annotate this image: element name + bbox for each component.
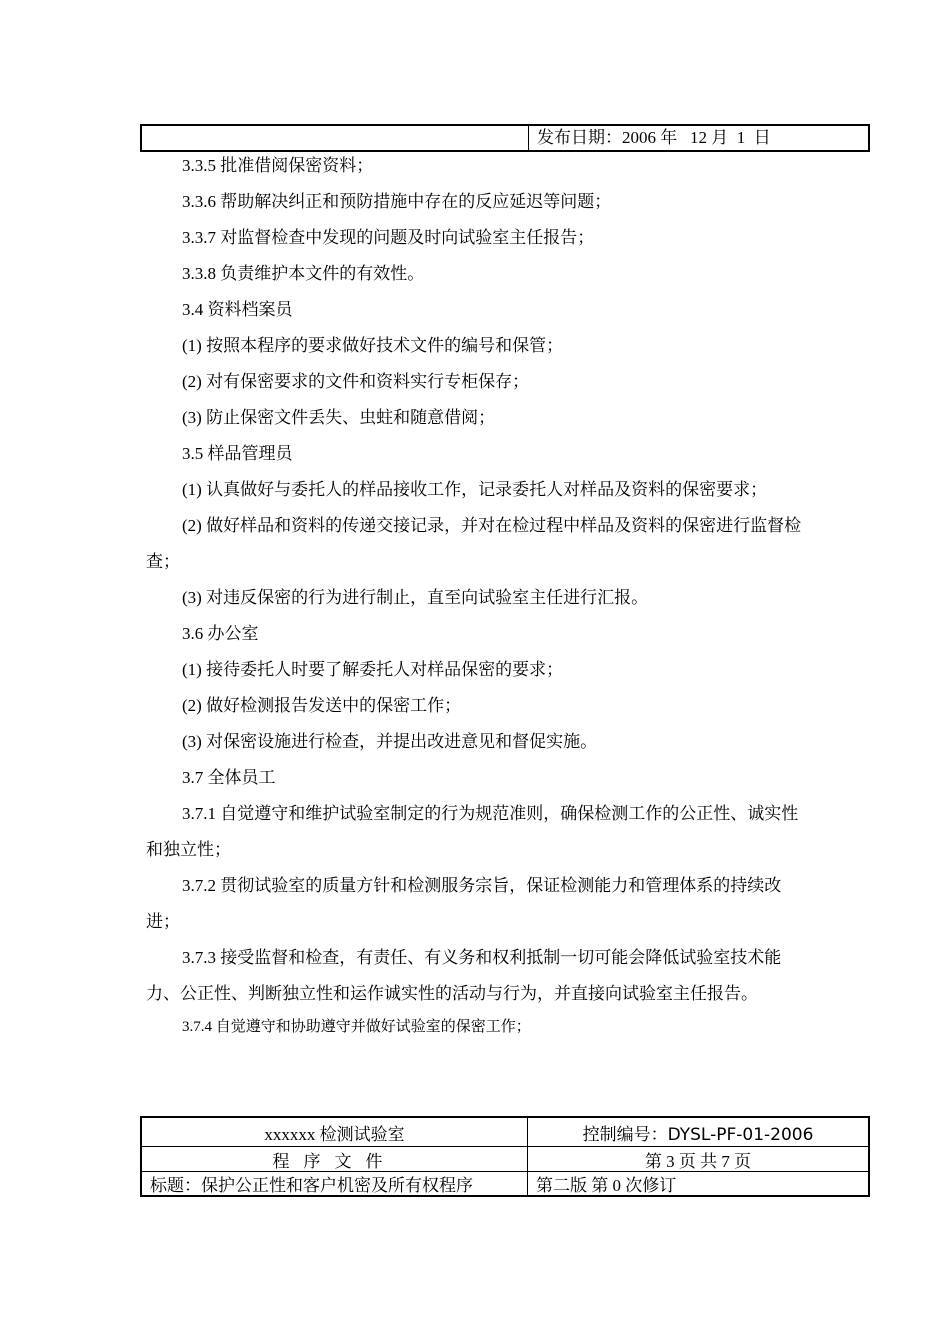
paragraph: (2) 做好检测报告发送中的保密工作； <box>182 696 462 715</box>
edition-info: 第二版 第 0 次修订 <box>536 1176 677 1195</box>
document-type: 程序文件 <box>142 1147 528 1172</box>
body-text <box>146 148 812 1042</box>
paragraph: 3.7.1 自觉遵守和维护试验室制定的行为规范准则，确保检测工作的公正性、诚实性和独立性； <box>146 804 799 859</box>
paragraph: 3.7.2 贯彻试验室的质量方针和检测服务宗旨，保证检测能力和管理体系的持续改进； <box>146 876 782 931</box>
header-empty-cell <box>142 126 529 150</box>
paragraph: 3.7.4 自觉遵守和协助遵守并做好试验室的保密工作； <box>182 1019 531 1035</box>
section-heading: 3.6 办公室 <box>182 624 259 643</box>
paragraph: 3.7.3 接受监督和检查，有责任、有义务和权利抵制一切可能会降低试验室技术能力、公正性、判断独立性和运作诚实性的活动与行为，并直接向试验室主任报告。 <box>146 948 782 1003</box>
paragraph: (3) 防止保密文件丢失、虫蛀和随意借阅； <box>182 408 496 427</box>
paragraph: (2) 做好样品和资料的传递交接记录，并对在检过程中样品及资料的保密进行监督检查； <box>146 516 802 571</box>
paragraph: (1) 接待委托人时要了解委托人对样品保密的要求； <box>182 660 564 679</box>
paragraph: (1) 认真做好与委托人的样品接收工作，记录委托人对样品及资料的保密要求； <box>182 480 768 499</box>
section-heading: 3.5 样品管理员 <box>182 444 293 463</box>
document-title: 标题：保护公正性和客户机密及所有权程序 <box>142 1172 528 1195</box>
control-number: 控制编号：DYSL-PF-01-2006 <box>528 1118 868 1147</box>
paragraph: (1) 按照本程序的要求做好技术文件的编号和保管； <box>182 336 564 355</box>
section-heading: 3.4 资料档案员 <box>182 300 293 319</box>
paragraph: 3.3.5 批准借阅保密资料； <box>182 156 374 175</box>
footer-table <box>140 1116 870 1197</box>
paragraph: (2) 对有保密要求的文件和资料实行专柜保存； <box>182 372 530 391</box>
paragraph: (3) 对保密设施进行检查，并提出改进意见和督促实施。 <box>182 732 598 751</box>
paragraph: 3.3.6 帮助解决纠正和预防措施中存在的反应延迟等问题； <box>182 192 612 211</box>
lab-name: xxxxxx 检测试验室 <box>142 1118 528 1147</box>
paragraph: (3) 对违反保密的行为进行制止，直至向试验室主任进行汇报。 <box>182 588 649 607</box>
paragraph: 3.3.7 对监督检查中发现的问题及时向试验室主任报告； <box>182 228 595 247</box>
page-info: 第 3 页 共 7 页 <box>528 1147 868 1172</box>
section-heading: 3.7 全体员工 <box>182 768 276 787</box>
paragraph: 3.3.8 负责维护本文件的有效性。 <box>182 264 425 283</box>
release-date: 发布日期：2006 年 12 月 1 日 <box>537 128 771 147</box>
